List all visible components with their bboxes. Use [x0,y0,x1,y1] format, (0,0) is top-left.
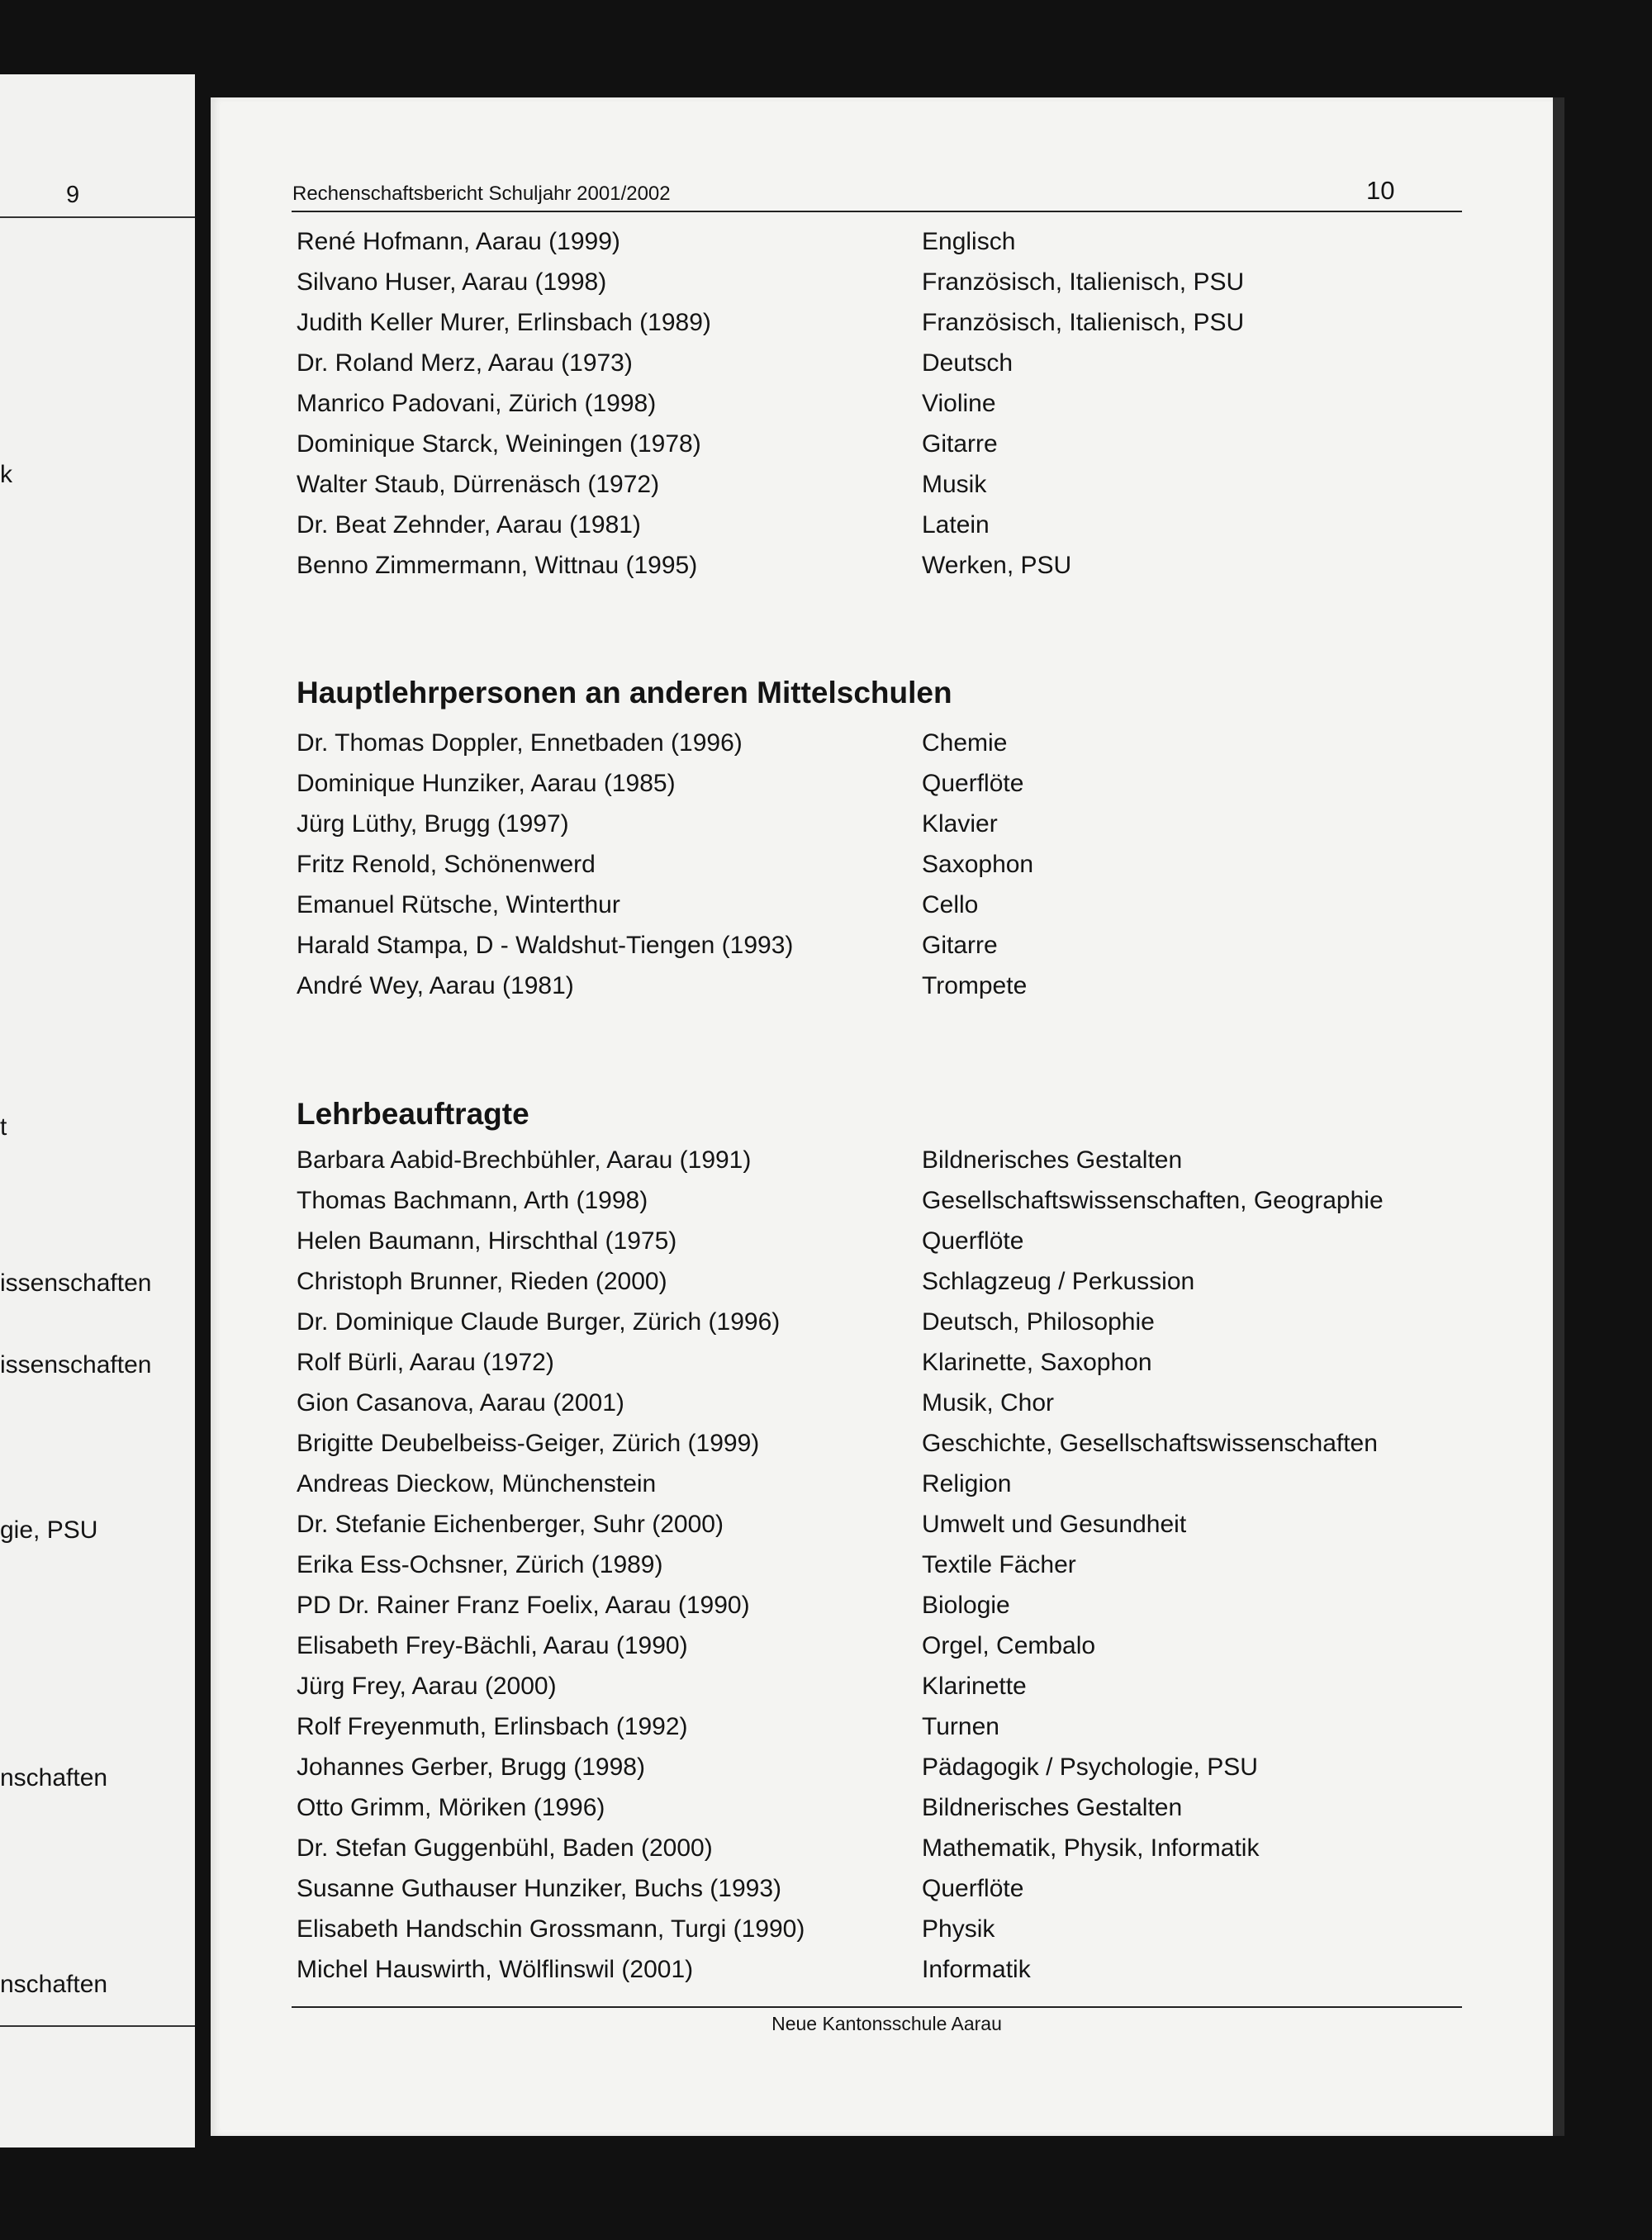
teacher-name: Johannes Gerber, Brugg (1998) [297,1754,645,1781]
teacher-name: PD Dr. Rainer Franz Foelix, Aarau (1990) [297,1592,750,1619]
footer-rule [292,2006,1462,2008]
list-item [297,1592,1469,1625]
list-item [297,471,1469,504]
teacher-name: Jürg Frey, Aarau (2000) [297,1673,557,1700]
teacher-subject: Textile Fächer [922,1551,1076,1578]
teacher-subject: Mathematik, Physik, Informatik [922,1834,1260,1862]
teacher-name: Helen Baumann, Hirschthal (1975) [297,1227,677,1255]
teacher-name: Dr. Beat Zehnder, Aarau (1981) [297,511,641,539]
teacher-subject: Klavier [922,810,998,838]
list-item [297,1834,1469,1867]
teacher-name: Dr. Stefan Guggenbühl, Baden (2000) [297,1834,713,1862]
teacher-subject: Französisch, Italienisch, PSU [922,268,1245,296]
footer-text: Neue Kantonsschule Aarau [771,2013,1002,2034]
list-item [297,268,1469,301]
list-item [297,349,1469,382]
teacher-subject: Klarinette, Saxophon [922,1349,1152,1376]
teacher-name: Emanuel Rütsche, Winterthur [297,891,620,918]
teacher-subject: Gitarre [922,430,998,458]
teacher-name: Elisabeth Frey-Bächli, Aarau (1990) [297,1632,688,1659]
teacher-name: Jürg Lüthy, Brugg (1997) [297,810,569,838]
teacher-subject: Querflöte [922,770,1024,797]
list-item [297,851,1469,884]
teacher-subject: Cello [922,891,979,918]
left-footer-rule [0,2025,195,2027]
list-item [297,1673,1469,1706]
teacher-subject: Deutsch, Philosophie [922,1308,1155,1336]
teacher-name: Michel Hauswirth, Wölflinswil (2001) [297,1956,694,1983]
left-fragment: t [0,1113,7,1141]
list-item [297,430,1469,463]
teacher-name: Gion Casanova, Aarau (2001) [297,1389,624,1417]
teacher-subject: Englisch [922,228,1016,255]
left-fragment: gie, PSU [0,1516,98,1544]
teacher-subject: Querflöte [922,1227,1024,1255]
teacher-name: Fritz Renold, Schönenwerd [297,851,596,878]
list-item [297,1268,1469,1301]
list-item [297,1146,1469,1179]
teacher-name: Thomas Bachmann, Arth (1998) [297,1187,648,1214]
teacher-subject: Werken, PSU [922,552,1072,579]
teacher-name: Andreas Dieckow, Münchenstein [297,1470,657,1497]
section-heading: Hauptlehrpersonen an anderen Mittelschulen [297,676,952,709]
list-item [297,891,1469,924]
teacher-name: Dominique Starck, Weiningen (1978) [297,430,701,458]
teacher-subject: Schlagzeug / Perkussion [922,1268,1195,1295]
teacher-name: Erika Ess-Ochsner, Zürich (1989) [297,1551,663,1578]
teacher-name: Dr. Roland Merz, Aarau (1973) [297,349,633,377]
list-item [297,729,1469,762]
left-fragment: k [0,461,12,488]
list-item [297,1794,1469,1827]
list-item [297,1915,1469,1948]
teacher-name: Dr. Thomas Doppler, Ennetbaden (1996) [297,729,743,757]
teacher-subject: Bildnerisches Gestalten [922,1794,1183,1821]
page-number: 10 [1366,176,1395,205]
teacher-subject: Turnen [922,1713,999,1740]
header-rule [292,211,1462,212]
list-item [297,1470,1469,1503]
teacher-name: Barbara Aabid-Brechbühler, Aarau (1991) [297,1146,752,1174]
teacher-subject: Chemie [922,729,1008,757]
list-item [297,1713,1469,1746]
left-fragment: nschaften [0,1764,108,1792]
teacher-name: Brigitte Deubelbeiss-Geiger, Zürich (1999) [297,1430,760,1457]
section-heading: Lehrbeauftragte [297,1097,529,1131]
teacher-subject: Querflöte [922,1875,1024,1902]
teacher-name: Elisabeth Handschin Grossmann, Turgi (1990) [297,1915,805,1943]
teacher-name: Dominique Hunziker, Aarau (1985) [297,770,676,797]
list-item [297,810,1469,843]
teacher-name: Benno Zimmermann, Wittnau (1995) [297,552,698,579]
teacher-name: Manrico Padovani, Zürich (1998) [297,390,657,417]
teacher-subject: Orgel, Cembalo [922,1632,1096,1659]
teacher-subject: Biologie [922,1592,1010,1619]
teacher-subject: Deutsch [922,349,1014,377]
teacher-name: Harald Stampa, D - Waldshut-Tiengen (1993) [297,932,794,959]
list-item [297,1551,1469,1584]
left-page-number: 9 [66,182,80,208]
teacher-subject: Geschichte, Gesellschaftswissenschaften [922,1430,1378,1457]
teacher-name: Otto Grimm, Möriken (1996) [297,1794,605,1821]
teacher-subject: Latein [922,511,990,539]
list-item [297,1511,1469,1544]
list-item [297,932,1469,965]
teacher-name: Dr. Stefanie Eichenberger, Suhr (2000) [297,1511,724,1538]
teacher-subject: Saxophon [922,851,1034,878]
list-item [297,511,1469,544]
left-fragment: issenschaften [0,1269,152,1297]
list-item [297,390,1469,423]
page-edge [1553,97,1564,2136]
list-item [297,1430,1469,1463]
teacher-subject: Physik [922,1915,995,1943]
teacher-name: Walter Staub, Dürrenäsch (1972) [297,471,660,498]
list-item [297,1956,1469,1989]
list-item [297,1389,1469,1422]
teacher-subject: Umwelt und Gesundheit [922,1511,1187,1538]
teacher-name: Judith Keller Murer, Erlinsbach (1989) [297,309,711,336]
list-item [297,552,1469,585]
teacher-name: Susanne Guthauser Hunziker, Buchs (1993) [297,1875,782,1902]
teacher-name: Rolf Freyenmuth, Erlinsbach (1992) [297,1713,688,1740]
list-item [297,309,1469,342]
left-header-rule [0,216,195,218]
teacher-name: Silvano Huser, Aarau (1998) [297,268,607,296]
teacher-name: André Wey, Aarau (1981) [297,972,574,999]
list-item [297,1754,1469,1787]
teacher-subject: Pädagogik / Psychologie, PSU [922,1754,1258,1781]
teacher-subject: Violine [922,390,996,417]
left-page [0,74,195,2147]
teacher-subject: Trompete [922,972,1028,999]
header-title: Rechenschaftsbericht Schuljahr 2001/2002 [292,183,671,205]
teacher-subject: Gitarre [922,932,998,959]
teacher-subject: Musik, Chor [922,1389,1055,1417]
teacher-name: Christoph Brunner, Rieden (2000) [297,1268,667,1295]
list-item [297,1187,1469,1220]
left-fragment: nschaften [0,1971,108,1998]
teacher-subject: Religion [922,1470,1012,1497]
list-item [297,1227,1469,1260]
teacher-subject: Klarinette [922,1673,1027,1700]
teacher-subject: Französisch, Italienisch, PSU [922,309,1245,336]
list-item [297,1632,1469,1665]
teacher-subject: Gesellschaftswissenschaften, Geographie [922,1187,1384,1214]
teacher-name: Rolf Bürli, Aarau (1972) [297,1349,554,1376]
teacher-subject: Musik [922,471,987,498]
teacher-subject: Informatik [922,1956,1031,1983]
list-item [297,972,1469,1005]
teacher-name: Dr. Dominique Claude Burger, Zürich (1996) [297,1308,781,1336]
list-item [297,770,1469,803]
document-page [211,97,1563,2136]
teacher-subject: Bildnerisches Gestalten [922,1146,1183,1174]
left-fragment: issenschaften [0,1351,152,1379]
list-item [297,1875,1469,1908]
list-item [297,228,1469,261]
teacher-name: René Hofmann, Aarau (1999) [297,228,620,255]
list-item [297,1349,1469,1382]
list-item [297,1308,1469,1341]
